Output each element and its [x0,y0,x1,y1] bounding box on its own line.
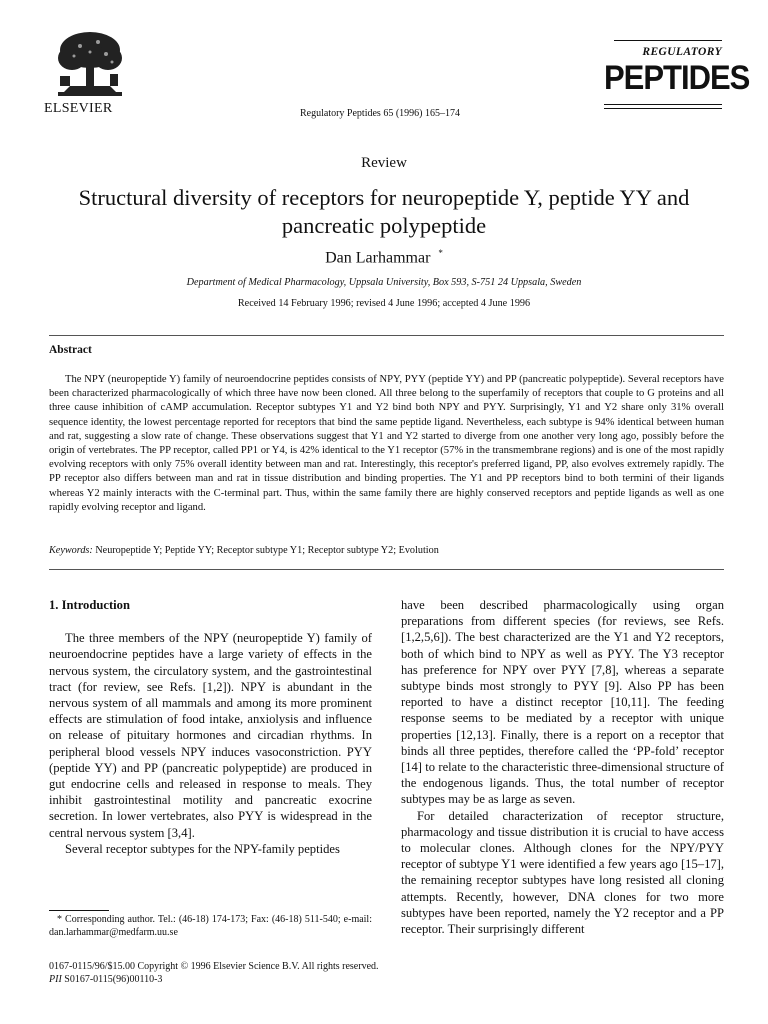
paragraph: For detailed characterization of receptor structure, pharmacology and tissue distribution it is crucial to have access to molecular clones. Although clones for the NPY/PYY receptor of subtype Y1 were identified a few years ago [15–17], the remaining receptor subtypes have long resisted all cloning attempts. Recently, however, DNA clones for two more subtypes have been reported, namely the Y2 receptor and a PP receptor. Their surprisingly different [401,808,724,937]
masthead-rule [604,104,722,105]
journal-citation: Regulatory Peptides 65 (1996) 165–174 [300,108,460,119]
paragraph: The three members of the NPY (neuropeptide Y) family of neuroendocrine peptides have a large variety of effects in the nervous system, the circulatory system, and the gastrointestinal tract (for review, see Refs. [1,2]). NPY is abundant in the nervous system of all mammals and among its more prominent effects are stimulation of food intake, anxiolysis and influence on release of pituitary hormones and circadian rhythms. In peripheral blood vessels NPY induces vasoconstriction. PYY (peptide YY) and PP (pancreatic polypeptide) are produced in gut endocrine cells and released in response to meals. They inhibit gastrointestinal motility and pancreatic exocrine secretion. In lower vertebrates, also PYY is widespread in the central nervous system [3,4]. [49,631,372,840]
abstract-heading: Abstract [49,344,92,356]
keywords-label: Keywords: [49,545,93,556]
keywords [49,545,724,556]
copyright-line: 0167-0115/96/$15.00 Copyright © 1996 Elsevier Science B.V. All rights reserved. [49,961,379,972]
pii-label: PII [49,974,62,985]
article-dates: Received 14 February 1996; revised 4 June 1996; accepted 4 June 1996 [237,298,531,309]
pii-line [49,973,379,986]
corresponding-author-footnote: * Corresponding author. Tel.: (46-18) 174-173; Fax: (46-18) 511-540; e-mail: dan.larhammar@medfarm.uu.se [49,914,372,938]
masthead-rule-top [614,40,722,41]
paragraph: have been described pharmacologically using organ preparations from different species (for reviews, see Refs. [1,2,5,6]). The best characterized are the Y1 and Y2 receptors, both of which bind to NPY as well as PYY. The Y3 receptor has preference for NPY over PYY [7,8], whereas a separate subtype binds most strongly to PYY [9]. Also PP has been reported to have a distinct receptor [10,11]. The feeding response seems to be mediated by a receptor with unique properties [12,13]. Finally, there is a report on a receptor that binds all three peptides, therefore called the ‘PP-fold’ receptor [14] to relate to the characteristic three-dimensional structure of the endogenous ligands. Thus, the total number of receptor subtypes may be as large as seven. [401,598,724,807]
author-name: Dan Larhammar [325,249,431,267]
abstract-rule-top [49,335,724,336]
keywords-list: Neuropeptide Y; Peptide YY; Receptor subtype Y1; Receptor subtype Y2; Evolution [95,545,439,556]
publisher-name: ELSEVIER [44,101,113,116]
journal-name-line1: REGULATORY [642,46,722,58]
pii-value: S0167-0115(96)00110-3 [64,974,163,985]
abstract-rule-bottom [49,569,724,570]
copyright-block [49,960,379,986]
author-affiliation: Department of Medical Pharmacology, Uppsala University, Box 593, S-751 24 Uppsala, Sweden [186,277,582,288]
elsevier-tree-logo [50,28,128,100]
paragraph: Several receptor subtypes for the NPY-family peptides [65,841,340,856]
author-line [0,248,768,267]
journal-name-line2: PEPTIDES [604,57,750,97]
section-heading: 1. Introduction [49,598,130,612]
corresponding-author-mark: * [438,248,443,258]
article-title: Structural diversity of receptors for neuropeptide Y, peptide YY and pancreatic polypeptide [78,185,690,238]
abstract-text: The NPY (neuropeptide Y) family of neuroendocrine peptides consists of NPY, PYY (peptide YY) and PP (pancreatic polypeptide). Several receptors have been characterized pharmacologically of which three have now been cloned. All three belong to the superfamily of receptors that couple to G proteins and all three cause inhibition of cAMP accumulation. Receptor subtypes Y1 and Y2 bind both NPY and PYY. Surprisingly, Y1 and Y2 share only 31% overall sequence identity, the lowest percentage reported for receptors that bind the same peptide ligand. Nevertheless, each subtype is 94% identical between human and rat, suggesting a slow rate of change. These observations suggest that Y1 and Y2 started to diverge from one another very long ago, possibly before the origin of vertebrates. The PP receptor, called PP1 or Y4, is 42% identical to the Y1 receptor (57% in the transmembrane regions) and is one of the most rapidly evolving receptors with only 75% overall identity between man and rat. Interestingly, this receptor's preferred ligand, PP, also evolves extremely rapidly. The PP receptor also differs between man and rat in tissue distribution and binding properties. The Y1 and PP receptors bind to both termini of their ligands whereas Y2 mainly interacts with the C-terminal part. Thus, within the same family there are highly conserved receptors and peptide ligands as well as one rapidly evolving receptor and ligand. [49,374,724,513]
masthead-rule [604,108,722,109]
journal-masthead [604,42,750,97]
footnote-rule [49,910,109,911]
body-column-left [49,597,372,857]
body-column-right [401,597,724,937]
article-type: Review [361,155,407,171]
